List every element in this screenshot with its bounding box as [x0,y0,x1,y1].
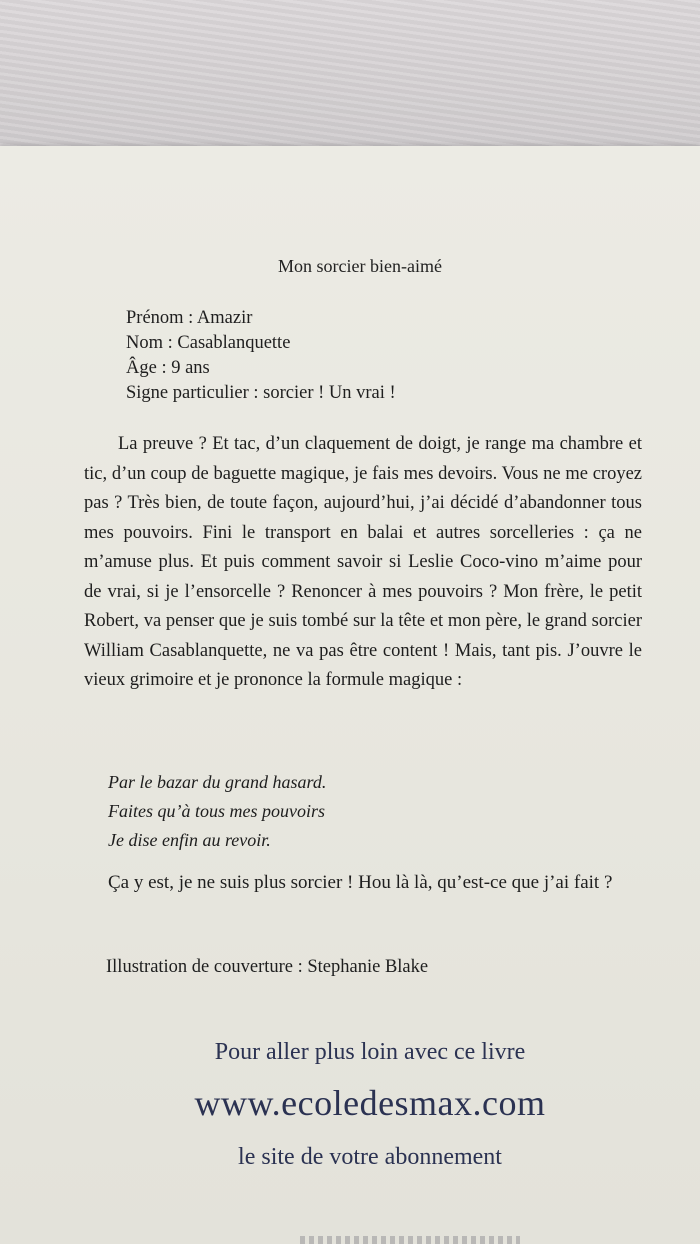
cover-illustration-credit: Illustration de couverture : Stephanie Blake [106,957,429,977]
identity-last-name: Nom : Casablanquette [126,333,291,353]
promo-website-link[interactable]: www.ecoledesmax.com [194,1083,546,1123]
formula-line-2: Faites qu’à tous mes pouvoirs [108,801,325,821]
story-ending [84,868,642,898]
story-paragraph: La preuve ? Et tac, d’un claquement de doigt, je range ma chambre et tic, d’un coup de baguette magique, je fais mes devoirs. Vous ne me croyez pas ? Très bien, de toute façon, aujourd’hui, j’ai décidé d’abandonner tous mes pouvoirs. Fini le transport en balai et autres sorcelleries : ça ne m’amuse plus. Et puis comment savoir si Leslie Coco-vino m’aime pour de vrai, si je l’ensorcelle ? Renoncer à mes pouvoirs ? Mon frère, le petit Robert, va penser que je suis tombé sur la tête et mon père, le grand sorcier William Casablanquette, ne va pas être content ! Mais, tant pis. J’ouvre le vieux grimoire et je prononce la formule magique : [84,434,642,690]
promo-tagline: Pour aller plus loin avec ce livre [214,1039,526,1065]
ending-paragraph: Ça y est, je ne suis plus sorcier ! Hou là là, qu’est-ce que j’ai fait ? [108,872,613,893]
promo-subscription-note: le site de votre abonnement [238,1144,502,1170]
cropped-barcode-edge [300,1236,520,1244]
identity-special-sign: Signe particulier : sorcier ! Un vrai ! [126,383,396,403]
character-identity [126,306,396,406]
formula-line-1: Par le bazar du grand hasard. [108,772,327,792]
formula-line-3: Je dise enfin au revoir. [108,830,271,850]
identity-first-name: Prénom : Amazir [126,308,253,328]
identity-age: Âge : 9 ans [126,358,210,378]
book-title: Mon sorcier bien-aimé [278,256,442,276]
magic-formula [108,768,326,855]
story-summary [84,430,642,696]
table-backdrop [0,0,700,160]
